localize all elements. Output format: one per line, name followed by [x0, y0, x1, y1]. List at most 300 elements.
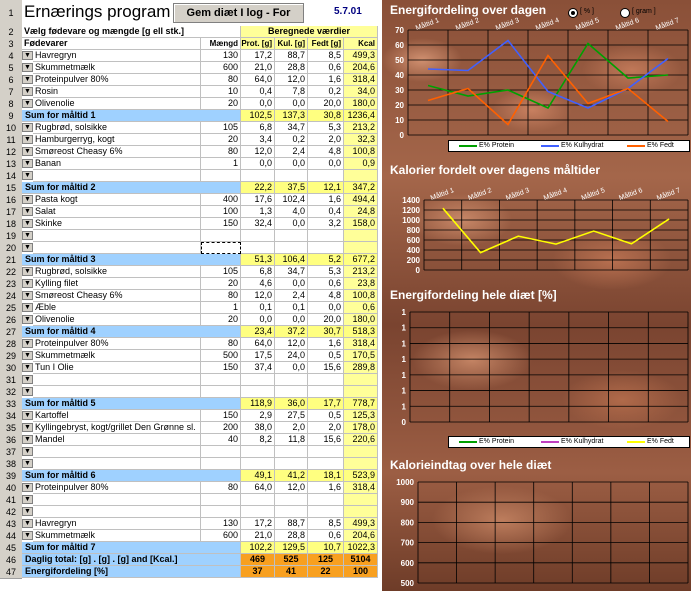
y-tick-label: 1	[401, 370, 406, 380]
chart-calories-meals	[382, 160, 691, 280]
series-line	[443, 208, 669, 252]
food-dropdown-button[interactable]: ▼	[22, 219, 33, 228]
y-tick-label: 0	[401, 418, 406, 427]
y-tick-label: 50	[395, 56, 404, 65]
chart4-title: Kalorieindtag over hele diæt	[390, 458, 552, 472]
cell-kcal: 523,9	[344, 470, 378, 482]
cell-amt[interactable]: 40	[201, 434, 241, 446]
row-number[interactable]: 18	[0, 218, 22, 231]
cell-amt[interactable]: 20	[201, 98, 241, 110]
row-number[interactable]: 3	[0, 38, 22, 51]
x-tick-label: Måltid 1	[429, 187, 456, 203]
y-tick-label: 1	[401, 402, 406, 412]
cell-amt[interactable]	[201, 374, 241, 386]
table-row	[22, 62, 382, 74]
radio-gram-label: [ gram ]	[632, 8, 656, 15]
table-row	[22, 110, 382, 122]
cell-f: 0,0	[308, 302, 344, 314]
cell-f: 0,6	[308, 278, 344, 290]
cell-f: 12,1	[308, 182, 344, 194]
cell-kcal: 180,0	[344, 98, 378, 110]
cell-food[interactable]: Smøreost Cheasy 6%	[33, 146, 201, 158]
food-dropdown-button[interactable]: ▼	[22, 75, 33, 84]
cell-p	[241, 446, 275, 458]
cell-amt[interactable]: 20	[201, 314, 241, 326]
cell-food[interactable]	[33, 458, 201, 470]
cell-food[interactable]: Havregryn	[33, 518, 201, 530]
cell-k: 27,5	[275, 410, 308, 422]
food-dropdown-button[interactable]: ▼	[22, 351, 33, 360]
row-number[interactable]: 35	[0, 422, 22, 435]
cell-amt[interactable]: 400	[201, 194, 241, 206]
cell-k: 129,5	[275, 542, 308, 554]
food-dropdown-button[interactable]: ▼	[22, 447, 33, 456]
chart3-legend	[448, 436, 690, 448]
cell-food[interactable]: Salat	[33, 206, 201, 218]
cell-food[interactable]: Olivenolie	[33, 98, 201, 110]
cell-k: 34,7	[275, 122, 308, 134]
meal-sum-label: Sum for måltid 6	[22, 470, 241, 482]
row-number[interactable]: 6	[0, 74, 22, 87]
cell-f: 2,0	[308, 134, 344, 146]
cell-food[interactable]: Proteinpulver 80%	[33, 482, 201, 494]
cell-amt[interactable]: 500	[201, 350, 241, 362]
cell-k: 0,0	[275, 158, 308, 170]
header-food: Fødevarer	[22, 38, 201, 50]
row-number[interactable]: 17	[0, 206, 22, 219]
row-number[interactable]: 19	[0, 230, 22, 243]
cell-food[interactable]: Kyllingebryst, kogt/grillet Den Grønne sl.	[33, 422, 201, 434]
cell-p: 64,0	[241, 338, 275, 350]
cell-k: 24,0	[275, 350, 308, 362]
cell-kcal: 318,4	[344, 482, 378, 494]
cell-food[interactable]: Mandel	[33, 434, 201, 446]
row-number[interactable]: 10	[0, 122, 22, 135]
food-dropdown-button[interactable]: ▼	[22, 507, 33, 516]
row-number[interactable]: 32	[0, 386, 22, 399]
cell-kcal: Kcal	[344, 38, 378, 50]
row-number[interactable]: 45	[0, 542, 22, 555]
row-number[interactable]: 14	[0, 170, 22, 183]
cell-kcal: 499,3	[344, 518, 378, 530]
cell-food[interactable]: Havregryn	[33, 50, 201, 62]
x-tick-label: Måltid 6	[614, 17, 641, 33]
row-number[interactable]: 33	[0, 398, 22, 411]
y-tick-label: 0	[415, 266, 420, 275]
cell-food[interactable]	[33, 446, 201, 458]
cell-k	[275, 230, 308, 242]
legend3-kul-swatch	[541, 441, 559, 443]
meal-sum-label: Sum for måltid 2	[22, 182, 241, 194]
cell-food[interactable]	[33, 386, 201, 398]
cell-f: 0,5	[308, 410, 344, 422]
table-row	[22, 242, 382, 254]
food-dropdown-button[interactable]: ▼	[22, 315, 33, 324]
cell-p: 469	[241, 554, 275, 566]
cell-f: 0,6	[308, 530, 344, 542]
table-row	[22, 146, 382, 158]
cell-amt[interactable]: 80	[201, 338, 241, 350]
cell-amt[interactable]: 150	[201, 362, 241, 374]
cell-f: 3,2	[308, 218, 344, 230]
chart2-svg	[382, 160, 691, 280]
cell-kcal: 213,2	[344, 122, 378, 134]
cell-kcal: 180,0	[344, 314, 378, 326]
cell-p: 6,8	[241, 122, 275, 134]
cell-amt[interactable]: 105	[201, 266, 241, 278]
table-row	[22, 350, 382, 362]
food-dropdown-button[interactable]: ▼	[22, 435, 33, 444]
cell-amt[interactable]: 80	[201, 74, 241, 86]
cell-k: 88,7	[275, 518, 308, 530]
cell-p	[241, 386, 275, 398]
cell-amt[interactable]	[201, 458, 241, 470]
cell-kcal: 677,2	[344, 254, 378, 266]
legend-protein-swatch	[459, 145, 477, 147]
cell-amt[interactable]: 100	[201, 206, 241, 218]
cell-p: 17,2	[241, 50, 275, 62]
food-dropdown-button[interactable]: ▼	[22, 339, 33, 348]
table-row	[22, 434, 382, 446]
cell-food[interactable]: Skinke	[33, 218, 201, 230]
cell-f: 10,7	[308, 542, 344, 554]
cell-amt[interactable]: 10	[201, 86, 241, 98]
cell-kcal: 23,8	[344, 278, 378, 290]
row-number[interactable]: 26	[0, 314, 22, 327]
cell-k: 12,0	[275, 482, 308, 494]
cell-amt[interactable]: Mængd	[201, 38, 241, 50]
food-dropdown-button[interactable]: ▼	[22, 147, 33, 156]
cell-food[interactable]: Skummetmælk	[33, 350, 201, 362]
food-dropdown-button[interactable]: ▼	[22, 519, 33, 528]
table-row	[22, 194, 382, 206]
cell-f: 17,7	[308, 398, 344, 410]
legend-kul: E% Kulhydrat	[561, 142, 604, 149]
cell-p: Prot. [g]	[241, 38, 275, 50]
cell-food[interactable]	[33, 506, 201, 518]
x-tick-label: Måltid 1	[414, 17, 441, 33]
cell-food[interactable]	[33, 374, 201, 386]
cell-amt[interactable]	[201, 242, 241, 254]
y-tick-label: 20	[395, 101, 404, 110]
food-dropdown-button[interactable]: ▼	[22, 207, 33, 216]
food-dropdown-button[interactable]: ▼	[22, 291, 33, 300]
cell-k	[275, 242, 308, 254]
row-number[interactable]: 20	[0, 242, 22, 255]
header-select-food: Vælg fødevare og mængde [g ell stk.]	[22, 26, 241, 38]
food-dropdown-button[interactable]: ▼	[22, 483, 33, 492]
cell-amt[interactable]: 80	[201, 290, 241, 302]
cell-kcal	[344, 494, 378, 506]
table-row	[22, 26, 382, 38]
food-dropdown-button[interactable]: ▼	[22, 375, 33, 384]
cell-k	[275, 446, 308, 458]
cell-p: 0,4	[241, 86, 275, 98]
row-number[interactable]: 40	[0, 482, 22, 495]
cell-kcal	[344, 386, 378, 398]
food-dropdown-button[interactable]: ▼	[22, 231, 33, 240]
cell-f: 1,6	[308, 482, 344, 494]
cell-f	[308, 386, 344, 398]
row-number[interactable]: 7	[0, 86, 22, 99]
table-row	[22, 530, 382, 542]
food-dropdown-button[interactable]: ▼	[22, 243, 33, 252]
cell-kcal: 100	[344, 566, 378, 578]
cell-amt[interactable]	[201, 446, 241, 458]
cell-p: 37	[241, 566, 275, 578]
cell-f	[308, 230, 344, 242]
cell-amt[interactable]: 20	[201, 278, 241, 290]
save-log-button[interactable]: Gem diæt I log - For	[173, 3, 304, 23]
row-number[interactable]: 23	[0, 278, 22, 291]
cell-amt[interactable]	[201, 170, 241, 182]
food-dropdown-button[interactable]: ▼	[22, 123, 33, 132]
meal-sum-label: Sum for måltid 3	[22, 254, 241, 266]
row-number[interactable]: 5	[0, 62, 22, 75]
cell-p: 64,0	[241, 74, 275, 86]
series-line	[428, 41, 668, 109]
cell-amt[interactable]: 150	[201, 410, 241, 422]
cell-amt[interactable]: 1	[201, 302, 241, 314]
row-number[interactable]: 15	[0, 182, 22, 195]
food-dropdown-button[interactable]: ▼	[22, 387, 33, 396]
row-number[interactable]: 13	[0, 158, 22, 171]
cell-f: Fedt [g]	[308, 38, 344, 50]
y-tick-label: 1	[401, 355, 406, 365]
chart1-title: Energifordeling over dagen	[390, 3, 547, 17]
table-row	[22, 206, 382, 218]
chart-energy-distribution-day	[382, 0, 691, 150]
food-dropdown-button[interactable]: ▼	[22, 495, 33, 504]
row-number[interactable]: 1	[0, 0, 22, 27]
cell-food[interactable]: Skummetmælk	[33, 530, 201, 542]
table-row	[22, 158, 382, 170]
row-number[interactable]: 36	[0, 434, 22, 447]
legend3-fedt: E% Fedt	[647, 438, 674, 445]
row-number[interactable]: 28	[0, 338, 22, 351]
food-dropdown-button[interactable]: ▼	[22, 363, 33, 372]
food-dropdown-button[interactable]: ▼	[22, 531, 33, 540]
cell-amt[interactable]: 105	[201, 122, 241, 134]
cell-amt[interactable]: 150	[201, 218, 241, 230]
cell-food[interactable]: Rugbrød, solsikke	[33, 122, 201, 134]
cell-food[interactable]	[33, 242, 201, 254]
cell-f: 4,8	[308, 146, 344, 158]
cell-food[interactable]: Skummetmælk	[33, 62, 201, 74]
table-row	[22, 458, 382, 470]
legend3-fedt-swatch	[627, 441, 645, 443]
cell-f: 0,5	[308, 350, 344, 362]
cell-amt[interactable]: 130	[201, 518, 241, 530]
table-row	[22, 50, 382, 62]
food-dropdown-button[interactable]: ▼	[22, 135, 33, 144]
cell-food[interactable]: Proteinpulver 80%	[33, 338, 201, 350]
cell-f: 0,0	[308, 158, 344, 170]
cell-k	[275, 458, 308, 470]
table-row	[22, 554, 382, 566]
cell-food[interactable]	[33, 494, 201, 506]
row-number[interactable]: 25	[0, 302, 22, 315]
y-tick-label: 60	[395, 41, 404, 50]
row-number[interactable]: 21	[0, 254, 22, 267]
cell-p: 102,2	[241, 542, 275, 554]
cell-food[interactable]: Tun I Olie	[33, 362, 201, 374]
table-row	[22, 482, 382, 494]
cell-k: 0,1	[275, 302, 308, 314]
table-row	[22, 278, 382, 290]
row-number[interactable]: 34	[0, 410, 22, 423]
cell-amt[interactable]	[201, 506, 241, 518]
row-number[interactable]: 22	[0, 266, 22, 279]
cell-kcal: 100,8	[344, 146, 378, 158]
cell-p: 64,0	[241, 482, 275, 494]
cell-k	[275, 506, 308, 518]
food-dropdown-button[interactable]: ▼	[22, 159, 33, 168]
y-tick-label: 1	[401, 323, 406, 333]
legend-protein: E% Protein	[479, 142, 515, 149]
cell-kcal: 32,3	[344, 134, 378, 146]
row-number[interactable]: 12	[0, 146, 22, 159]
cell-food[interactable]: Hamburgerryg, kogt	[33, 134, 201, 146]
cell-p: 32,4	[241, 218, 275, 230]
cell-k: 41,2	[275, 470, 308, 482]
cell-p: 0,1	[241, 302, 275, 314]
cell-amt[interactable]: 1	[201, 158, 241, 170]
y-tick-label: 1	[401, 386, 406, 396]
row-number[interactable]: 24	[0, 290, 22, 303]
cell-amt[interactable]	[201, 494, 241, 506]
cell-food[interactable]: Proteinpulver 80%	[33, 74, 201, 86]
cell-food[interactable]: Æble	[33, 302, 201, 314]
cell-kcal: 499,3	[344, 50, 378, 62]
table-row	[22, 446, 382, 458]
cell-kcal: 1022,3	[344, 542, 378, 554]
food-dropdown-button[interactable]: ▼	[22, 195, 33, 204]
cell-k: 36,0	[275, 398, 308, 410]
cell-amt[interactable]: 600	[201, 62, 241, 74]
row-number[interactable]: 47	[0, 566, 22, 579]
table-row	[22, 374, 382, 386]
row-number[interactable]: 41	[0, 494, 22, 507]
cell-food[interactable]: Olivenolie	[33, 314, 201, 326]
cell-food[interactable]: Smøreost Cheasy 6%	[33, 290, 201, 302]
cell-p	[241, 458, 275, 470]
row-number[interactable]: 30	[0, 362, 22, 375]
cell-food[interactable]	[33, 230, 201, 242]
row-number[interactable]: 29	[0, 350, 22, 363]
food-dropdown-button[interactable]: ▼	[22, 51, 33, 60]
cell-amt[interactable]: 200	[201, 422, 241, 434]
food-dropdown-button[interactable]: ▼	[22, 63, 33, 72]
cell-k: 137,3	[275, 110, 308, 122]
cell-p: 0,0	[241, 314, 275, 326]
table-row	[22, 122, 382, 134]
cell-f	[308, 374, 344, 386]
cell-kcal: 100,8	[344, 290, 378, 302]
x-tick-label: Måltid 5	[574, 17, 601, 33]
cell-p: 102,5	[241, 110, 275, 122]
cell-k: 28,8	[275, 62, 308, 74]
row-number[interactable]: 42	[0, 506, 22, 519]
row-number[interactable]: 38	[0, 458, 22, 471]
cell-amt[interactable]: 600	[201, 530, 241, 542]
chart3-title: Energifordeling hele diæt [%]	[390, 288, 557, 302]
row-number[interactable]: 43	[0, 518, 22, 531]
cell-kcal	[344, 230, 378, 242]
cell-food[interactable]: Pasta kogt	[33, 194, 201, 206]
food-dropdown-button[interactable]: ▼	[22, 423, 33, 432]
cell-amt[interactable]	[201, 386, 241, 398]
row-number[interactable]: 2	[0, 26, 22, 39]
cell-k: 12,0	[275, 74, 308, 86]
header-bar	[0, 0, 382, 24]
cell-food[interactable]: Banan	[33, 158, 201, 170]
y-tick-label: 30	[395, 86, 404, 95]
cell-food[interactable]: Kylling filet	[33, 278, 201, 290]
table-row	[22, 290, 382, 302]
cell-amt[interactable]: 130	[201, 50, 241, 62]
cell-food[interactable]: Rugbrød, solsikke	[33, 266, 201, 278]
food-dropdown-button[interactable]: ▼	[22, 459, 33, 468]
cell-amt[interactable]: 20	[201, 134, 241, 146]
cell-f: 18,1	[308, 470, 344, 482]
cell-kcal: 178,0	[344, 422, 378, 434]
food-dropdown-button[interactable]: ▼	[22, 303, 33, 312]
header-calculated: Beregnede værdier	[241, 26, 378, 38]
table-row	[22, 410, 382, 422]
cell-p	[241, 170, 275, 182]
cell-amt[interactable]	[201, 230, 241, 242]
cell-food[interactable]: Kartoffel	[33, 410, 201, 422]
cell-amt[interactable]: 80	[201, 482, 241, 494]
cell-f: 15,6	[308, 362, 344, 374]
legend-kul-swatch	[541, 145, 559, 147]
row-number[interactable]: 37	[0, 446, 22, 459]
cell-food[interactable]: Rosin	[33, 86, 201, 98]
cell-k: 37,5	[275, 182, 308, 194]
food-dropdown-button[interactable]: ▼	[22, 171, 33, 180]
food-dropdown-button[interactable]: ▼	[22, 279, 33, 288]
table-row	[22, 74, 382, 86]
cell-kcal: 204,6	[344, 62, 378, 74]
food-dropdown-button[interactable]: ▼	[22, 267, 33, 276]
cell-k	[275, 494, 308, 506]
cell-amt[interactable]: 80	[201, 146, 241, 158]
food-dropdown-button[interactable]: ▼	[22, 411, 33, 420]
cell-p: 37,4	[241, 362, 275, 374]
cell-kcal: 125,3	[344, 410, 378, 422]
x-tick-label: Måltid 2	[454, 17, 481, 33]
row-number[interactable]: 31	[0, 374, 22, 387]
food-dropdown-button[interactable]: ▼	[22, 87, 33, 96]
row-number[interactable]: 16	[0, 194, 22, 207]
cell-f: 30,7	[308, 326, 344, 338]
row-number[interactable]: 4	[0, 50, 22, 63]
y-tick-label: 800	[406, 226, 420, 235]
row-number[interactable]: 39	[0, 470, 22, 483]
row-number[interactable]: 8	[0, 98, 22, 111]
row-number[interactable]: 44	[0, 530, 22, 543]
cell-p	[241, 230, 275, 242]
row-number[interactable]: 46	[0, 554, 22, 567]
cell-f: 4,8	[308, 290, 344, 302]
cell-f: 2,0	[308, 422, 344, 434]
food-dropdown-button[interactable]: ▼	[22, 99, 33, 108]
row-number[interactable]: 9	[0, 110, 22, 123]
row-number[interactable]: 11	[0, 134, 22, 147]
cell-food[interactable]	[33, 170, 201, 182]
row-number[interactable]: 27	[0, 326, 22, 339]
